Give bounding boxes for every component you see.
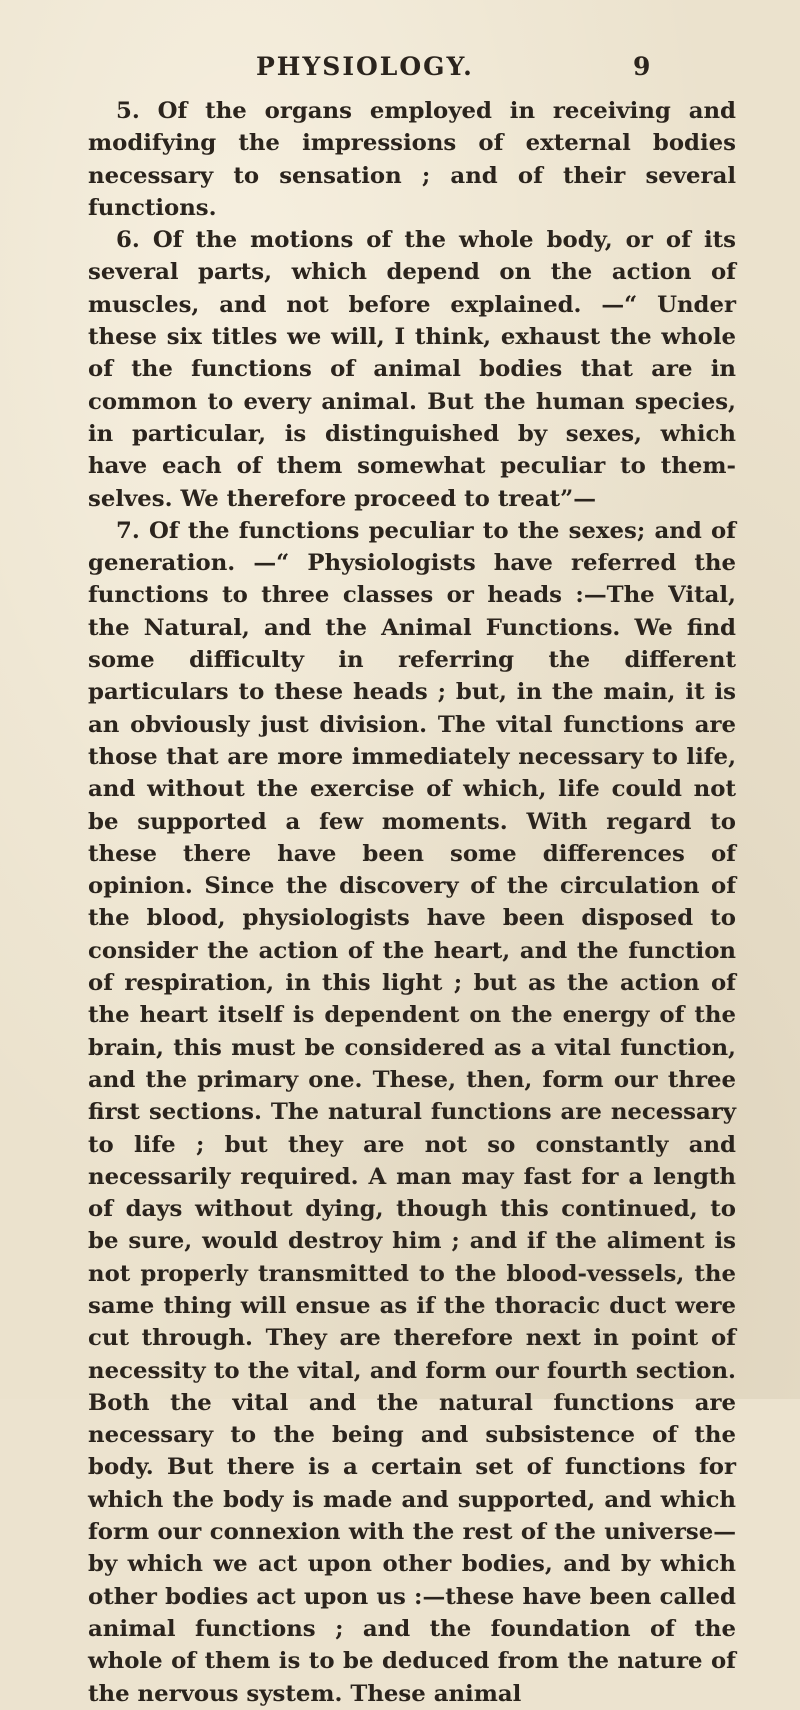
paragraph-section-6: 6. Of the motions of the whole body, or of its several parts, which depend on the action of muscles, and not before explained. —“ Under these six titles we will, I think, exhaust the whole of the functions of animal bodies that are in common to every animal. But the human species, in particular, is distinguished by sexes, which have each of them somewhat peculiar to themselves. We therefore proceed to treat”— (88, 227, 736, 512)
running-title: PHYSIOLOGY. (256, 52, 474, 81)
paragraph-section-7: 7. Of the functions peculiar to the sexes; and of generation. —“ Physiologists have referred the functions to three classes or heads :—The Vital, the Natural, and the Animal Functions. We find some difficulty in referring the different particulars to these heads ; but, in the main, it is an obviously just division. The vital functions are those that are more immediately necessary to life, and without the exercise of which, life could not be supported a few moments. With regard to these there have been some differences of opinion. Since the discovery of the circulation of the blood, physiologists have been disposed to consider the action of the heart, and the function of respiration, in this light ; but as the action of the heart itself is dependent on the energy of the brain, this must be considered as a vital function, and the primary one. These, then, form our three first sections. The natural functions are necessary to life ; but they are not so constantly and necessarily required. A man may fast for a length of days without dying, though this continued, to be sure, would destroy him ; and if the aliment is not properly transmitted to the blood-vessels, the same thing will ensue as if the thoracic duct were cut through. They are therefore next in point of necessity to the vital, and form our fourth section. Both the vital and the natural functions are necessary to the being and subsistence of the body. But there is a certain set of functions for which the body is made and supported, and which form our connexion with the rest of the universe—by which we act upon other bodies, and by which other bodies act upon us :—these have been called animal functions ; and the foundation of the whole of them is to be deduced from the nature of the nervous system. These animal (88, 517, 736, 1707)
body-text (88, 95, 736, 1710)
paragraph-section-5: 5. Of the organs employed in receiving and modifying the impressions of external bodies necessary to sensation ; and of their several functions. (88, 98, 736, 221)
running-head (0, 48, 800, 88)
page-number: 9 (633, 52, 651, 81)
